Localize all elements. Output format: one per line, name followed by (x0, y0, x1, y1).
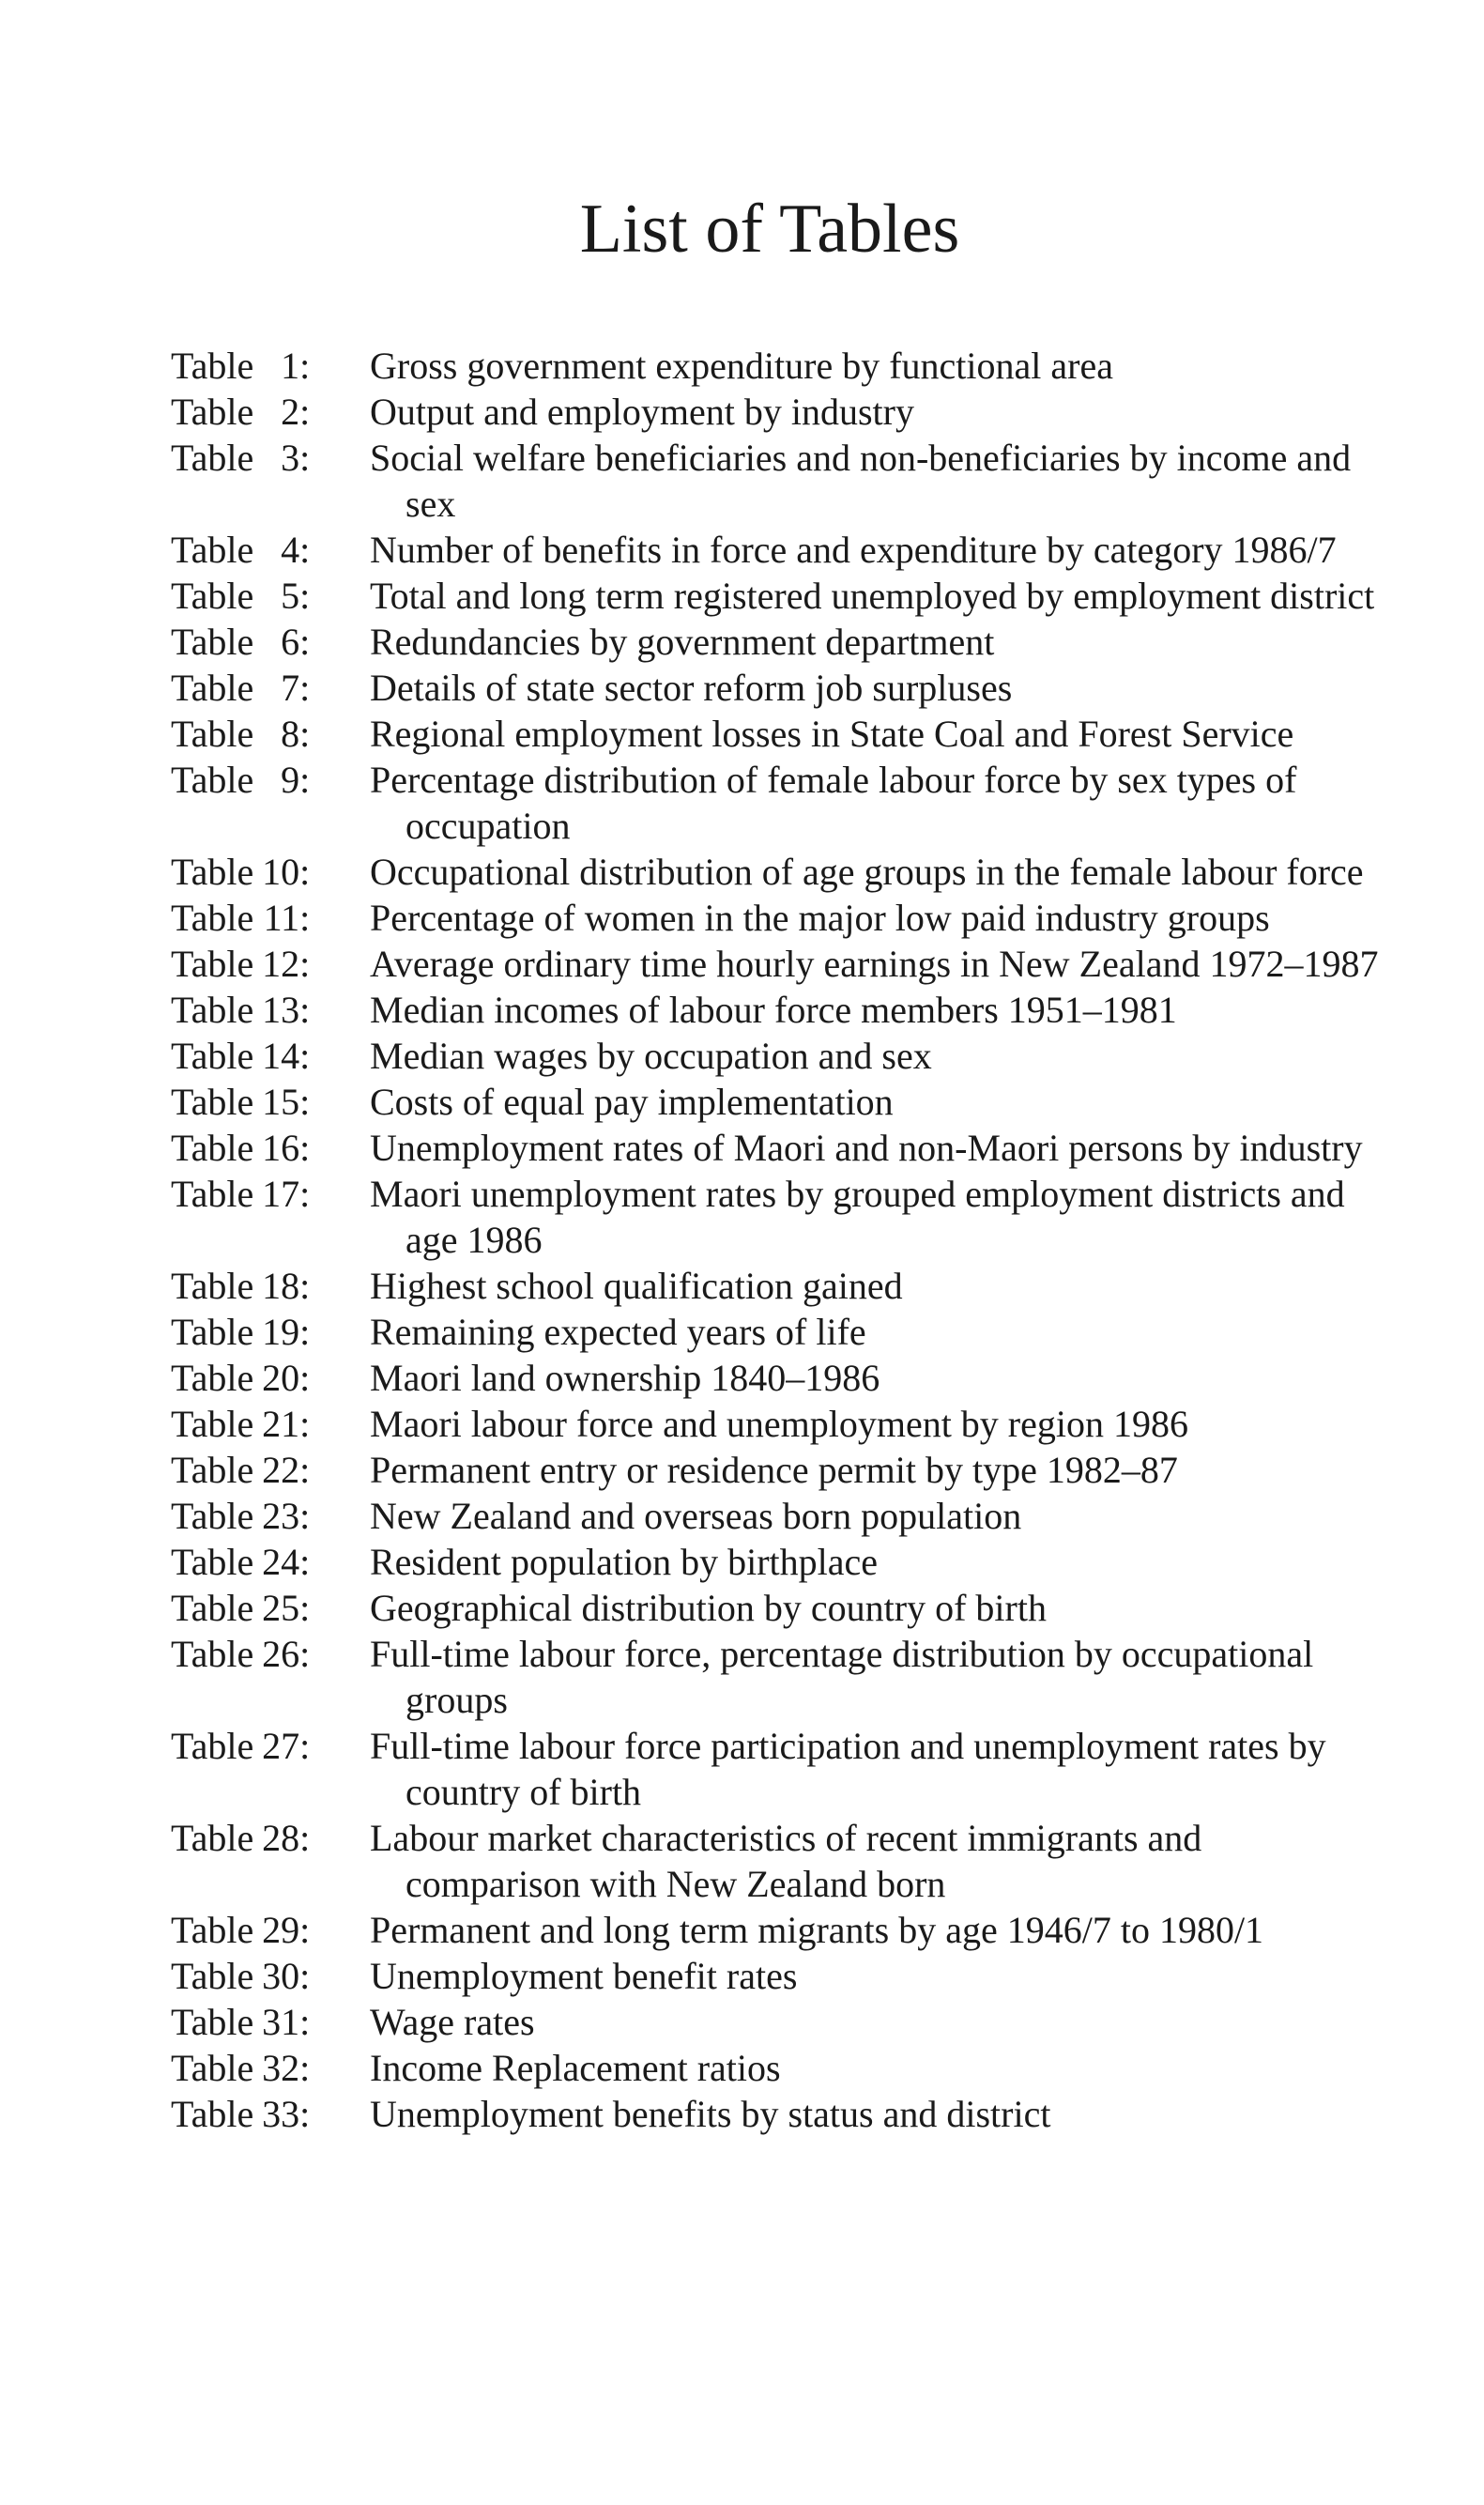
table-list-entry (171, 619, 1382, 665)
entry-title: Maori unemployment rates by grouped employment districts and age 1986 (370, 1173, 1345, 1261)
entry-label-word: Table (171, 989, 254, 1031)
table-list-entry (171, 1631, 1382, 1723)
entry-label-word: Table (171, 437, 254, 479)
entry-title: Average ordinary time hourly earnings in New Zealand 1972–1987 (370, 943, 1379, 985)
entry-title: Total and long term registered unemployed by employment district (370, 575, 1375, 617)
entry-title: Regional employment losses in State Coal and Forest Service (370, 713, 1294, 755)
entry-label (171, 1263, 349, 1309)
entry-label-word: Table (171, 897, 254, 939)
entry-label (171, 711, 349, 757)
entry-title: Number of benefits in force and expenditure by category 1986/7 (370, 529, 1337, 571)
page-title: List of Tables (579, 191, 960, 268)
table-list-entry (171, 987, 1382, 1033)
entry-title: Redundancies by government department (370, 621, 995, 663)
entry-label-word: Table (171, 2093, 254, 2135)
entry-number: 10: (262, 851, 311, 893)
entry-number: 29: (262, 1909, 311, 1951)
entry-number: 11: (263, 897, 311, 939)
table-list-entry (171, 757, 1382, 849)
table-list-entry (171, 1263, 1382, 1309)
table-list-entry (171, 1585, 1382, 1631)
table-list-entry (171, 343, 1382, 389)
entry-number: 26: (262, 1633, 311, 1675)
entry-label-word: Table (171, 851, 254, 893)
entry-label-word: Table (171, 1725, 254, 1767)
entry-number: 16: (262, 1127, 311, 1169)
entry-label-word: Table (171, 1403, 254, 1445)
entry-label-word: Table (171, 1311, 254, 1353)
entry-label (171, 1631, 349, 1723)
entry-number: 13: (262, 989, 311, 1031)
entry-label-word: Table (171, 575, 254, 617)
entry-label-word: Table (171, 759, 254, 801)
entry-label-word: Table (171, 943, 254, 985)
entry-number: 17: (262, 1173, 311, 1215)
entry-number: 22: (262, 1449, 311, 1491)
table-list-entry (171, 1723, 1382, 1815)
entry-title: Costs of equal pay implementation (370, 1081, 894, 1123)
table-list-entry (171, 1125, 1382, 1171)
entry-label (171, 1125, 349, 1171)
entry-label (171, 987, 349, 1033)
entry-label-word: Table (171, 1495, 254, 1537)
entry-label-word: Table (171, 1081, 254, 1123)
entry-number: 14: (262, 1035, 311, 1077)
table-list-entry (171, 1493, 1382, 1539)
entry-number: 9: (281, 759, 311, 801)
entry-label-word: Table (171, 1449, 254, 1491)
entry-number: 33: (262, 2093, 311, 2135)
entry-label-word: Table (171, 621, 254, 663)
entry-label (171, 895, 349, 941)
entry-label-word: Table (171, 1173, 254, 1215)
entry-title: Unemployment benefit rates (370, 1955, 798, 1997)
entry-label-word: Table (171, 1357, 254, 1399)
entry-label (171, 1907, 349, 1953)
entry-label (171, 1079, 349, 1125)
table-list-entry (171, 1171, 1382, 1263)
entry-number: 30: (262, 1955, 311, 1997)
entry-number: 15: (262, 1081, 311, 1123)
entry-label (171, 1585, 349, 1631)
entry-label (171, 573, 349, 619)
table-list-entry (171, 665, 1382, 711)
entry-number: 6: (281, 621, 311, 663)
entry-number: 12: (262, 943, 311, 985)
entry-title: Unemployment benefits by status and district (370, 2093, 1051, 2135)
entry-label-word: Table (171, 2047, 254, 2089)
table-list-entry (171, 389, 1382, 435)
entry-title: New Zealand and overseas born population (370, 1495, 1022, 1537)
entry-label (171, 1033, 349, 1079)
entry-title: Wage rates (370, 2001, 535, 2043)
entry-title: Percentage distribution of female labour force by sex types of occupation (370, 759, 1297, 847)
entry-label (171, 2091, 349, 2137)
entry-number: 24: (262, 1541, 311, 1583)
table-list-entry (171, 573, 1382, 619)
entry-label-word: Table (171, 345, 254, 387)
table-list-entry (171, 941, 1382, 987)
entry-label (171, 2045, 349, 2091)
entry-label-word: Table (171, 1587, 254, 1629)
entry-label (171, 1539, 349, 1585)
entry-title: Resident population by birthplace (370, 1541, 878, 1583)
entry-title: Geographical distribution by country of birth (370, 1587, 1047, 1629)
table-list-entry (171, 2045, 1382, 2091)
entry-title: Social welfare beneficiaries and non-beneficiaries by income and sex (370, 437, 1352, 525)
entry-label (171, 1815, 349, 1907)
table-list-entry (171, 1079, 1382, 1125)
entry-number: 25: (262, 1587, 311, 1629)
table-list-entry (171, 1953, 1382, 1999)
entry-title: Median incomes of labour force members 1951–1981 (370, 989, 1177, 1031)
table-list-entry (171, 1033, 1382, 1079)
entry-title: Percentage of women in the major low paid industry groups (370, 897, 1270, 939)
table-list-entry (171, 1447, 1382, 1493)
table-list-entry (171, 711, 1382, 757)
table-list-entry (171, 1309, 1382, 1355)
table-list-entry (171, 895, 1382, 941)
entry-title: Full-time labour force participation and unemployment rates by country of birth (370, 1725, 1326, 1813)
entry-number: 1: (281, 345, 311, 387)
entry-label (171, 389, 349, 435)
entry-label (171, 1171, 349, 1263)
entry-number: 18: (262, 1265, 311, 1307)
table-list-entry (171, 1907, 1382, 1953)
entry-label (171, 1309, 349, 1355)
entry-label-word: Table (171, 529, 254, 571)
entry-label (171, 343, 349, 389)
table-list-entry (171, 2091, 1382, 2137)
entry-label-word: Table (171, 1035, 254, 1077)
entry-title: Full-time labour force, percentage distribution by occupational groups (370, 1633, 1314, 1721)
entry-title: Permanent entry or residence permit by type 1982–87 (370, 1449, 1178, 1491)
entry-title: Details of state sector reform job surpluses (370, 667, 1013, 709)
entry-title: Permanent and long term migrants by age 1946/7 to 1980/1 (370, 1909, 1264, 1951)
entry-number: 8: (281, 713, 311, 755)
table-list (171, 343, 1382, 2137)
entry-number: 23: (262, 1495, 311, 1537)
entry-label (171, 665, 349, 711)
table-list-entry (171, 1355, 1382, 1401)
entry-label-word: Table (171, 713, 254, 755)
entry-number: 7: (281, 667, 311, 709)
entry-label (171, 1401, 349, 1447)
table-list-entry (171, 1401, 1382, 1447)
entry-title: Median wages by occupation and sex (370, 1035, 932, 1077)
entry-label (171, 527, 349, 573)
entry-title: Highest school qualification gained (370, 1265, 903, 1307)
entry-label-word: Table (171, 1633, 254, 1675)
entry-label (171, 1447, 349, 1493)
entry-title: Gross government expenditure by functional area (370, 345, 1113, 387)
entry-number: 21: (262, 1403, 311, 1445)
entry-label-word: Table (171, 667, 254, 709)
entry-number: 5: (281, 575, 311, 617)
entry-label-word: Table (171, 1955, 254, 1997)
entry-title: Unemployment rates of Maori and non-Maori persons by industry (370, 1127, 1363, 1169)
entry-title: Occupational distribution of age groups in the female labour force (370, 851, 1364, 893)
entry-title: Maori land ownership 1840–1986 (370, 1357, 880, 1399)
entry-label-word: Table (171, 1265, 254, 1307)
entry-number: 4: (281, 529, 311, 571)
entry-number: 20: (262, 1357, 311, 1399)
entry-number: 28: (262, 1817, 311, 1859)
entry-number: 31: (262, 2001, 311, 2043)
entry-title: Labour market characteristics of recent immigrants and comparison with New Zealand born (370, 1817, 1202, 1905)
entry-number: 32: (262, 2047, 311, 2089)
table-list-entry (171, 435, 1382, 527)
entry-label-word: Table (171, 1541, 254, 1583)
entry-label-word: Table (171, 391, 254, 433)
table-list-entry (171, 527, 1382, 573)
entry-label-word: Table (171, 2001, 254, 2043)
entry-label (171, 757, 349, 849)
entry-label (171, 941, 349, 987)
entry-label-word: Table (171, 1817, 254, 1859)
entry-label (171, 849, 349, 895)
entry-title: Income Replacement ratios (370, 2047, 781, 2089)
entry-label (171, 1953, 349, 1999)
table-list-entry (171, 849, 1382, 895)
table-list-entry (171, 1999, 1382, 2045)
table-list-entry (171, 1815, 1382, 1907)
entry-number: 2: (281, 391, 311, 433)
entry-title: Maori labour force and unemployment by region 1986 (370, 1403, 1188, 1445)
entry-number: 27: (262, 1725, 311, 1767)
entry-label (171, 435, 349, 527)
entry-label (171, 1999, 349, 2045)
entry-label (171, 1493, 349, 1539)
entry-number: 3: (281, 437, 311, 479)
entry-label-word: Table (171, 1909, 254, 1951)
entry-label-word: Table (171, 1127, 254, 1169)
table-list-entry (171, 1539, 1382, 1585)
entry-label (171, 1355, 349, 1401)
entry-label (171, 1723, 349, 1815)
entry-title: Remaining expected years of life (370, 1311, 866, 1353)
entry-title: Output and employment by industry (370, 391, 914, 433)
entry-label (171, 619, 349, 665)
entry-number: 19: (262, 1311, 311, 1353)
